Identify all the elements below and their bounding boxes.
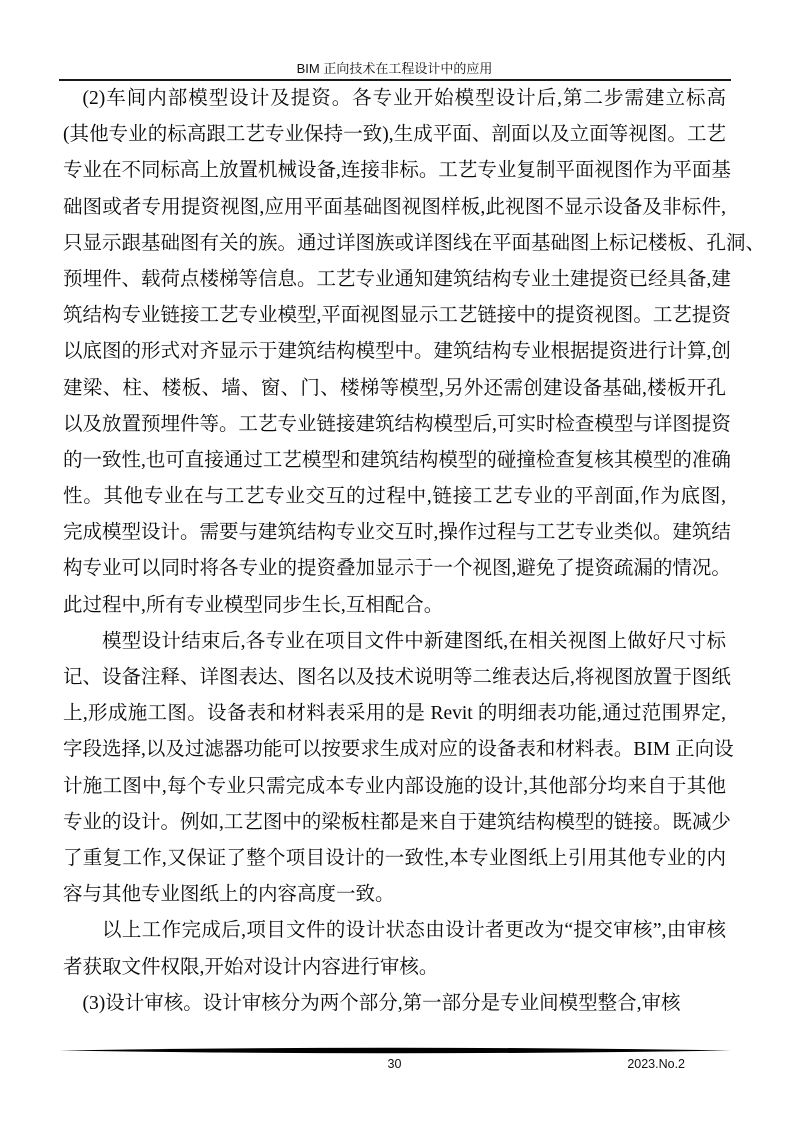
text-line: 容与其他专业图纸上的内容高度一致。: [63, 884, 395, 906]
running-head-title: BIM 正向技术在工程设计中的应用: [296, 61, 493, 76]
text-line: 者获取文件权限,开始对设计内容进行审核。: [63, 956, 439, 978]
text-line: 以及放置预埋件等。工艺专业链接建筑结构模型后,可实时检查模型与详图提资: [63, 413, 731, 435]
document-body: [63, 81, 766, 1022]
text-line: 构专业可以同时将各专业的提资叠加显示于一个视图,避免了提资疏漏的情况。: [63, 558, 731, 580]
text-line: 筑结构专业链接工艺专业模型,平面视图显示工艺链接中的提资视图。工艺提资: [63, 305, 731, 327]
text-line: 计施工图中,每个专业只需完成本专业内部设施的设计,其他部分均来自于其他: [63, 775, 726, 797]
page-number: 30: [387, 1057, 402, 1071]
text-line: 了重复工作,又保证了整个项目设计的一致性,本专业图纸上引用其他专业的内: [63, 847, 726, 869]
text-line: 记、设备注释、详图表达、图名以及技术说明等二维表达后,将视图放置于图纸: [63, 667, 731, 688]
text-line: 专业在不同标高上放置机械设备,连接非标。工艺专业复制平面视图作为平面基: [63, 160, 731, 182]
text-line: 以上工作完成后,项目文件的设计状态由设计者更改为“提交审核”,由审核: [102, 920, 726, 942]
text-line: 字段选择,以及过滤器功能可以按要求生成对应的设备表和材料表。BIM 正向设: [63, 739, 734, 761]
text-line: 上,形成施工图。设备表和材料表采用的是 Revit 的明细表功能,通过范围界定,: [63, 703, 726, 725]
text-line: 专业的设计。例如,工艺图中的梁板柱都是来自于建筑结构模型的链接。既减少: [63, 811, 731, 833]
text-line: 础图或者专用提资视图,应用平面基础图视图样板,此视图不显示设备及非标件,: [63, 196, 726, 218]
text-line: (其他专业的标高跟工艺专业保持一致),生成平面、剖面以及立面等视图。工艺: [63, 124, 726, 146]
text-line: 预埋件、载荷点楼梯等信息。工艺专业通知建筑结构专业土建提资已经具备,建: [63, 268, 731, 290]
text-line: 只显示跟基础图有关的族。通过详图族或详图线在平面基础图上标记楼板、孔洞、: [63, 232, 766, 254]
footer-rule-divider: [59, 1047, 731, 1054]
text-line: 此过程中,所有专业模型同步生长,互相配合。: [63, 594, 444, 616]
text-line: 建梁、柱、楼板、墙、窗、门、楼梯等模型,另外还需创建设备基础,楼板开孔: [63, 377, 726, 399]
issue-label: 2023.No.2: [627, 1057, 685, 1071]
text-line: 性。其他专业在与工艺专业交互的过程中,链接工艺专业的平剖面,作为底图,: [63, 486, 726, 508]
text-line: 以底图的形式对齐显示于建筑结构模型中。建筑结构专业根据提资进行计算,创: [63, 341, 731, 363]
text-line: (2)车间内部模型设计及提资。各专业开始模型设计后,第二步需建立标高: [82, 88, 726, 109]
text-line: 模型设计结束后,各专业在项目文件中新建图纸,在相关视图上做好尺寸标: [102, 630, 726, 652]
text-line: 的一致性,也可直接通过工艺模型和建筑结构模型的碰撞检查复核其模型的准确: [63, 449, 731, 471]
text-line: 完成模型设计。需要与建筑结构专业交互时,操作过程与工艺专业类似。建筑结: [63, 522, 731, 544]
text-line: (3)设计审核。设计审核分为两个部分,第一部分是专业间模型整合,审核: [82, 992, 681, 1014]
